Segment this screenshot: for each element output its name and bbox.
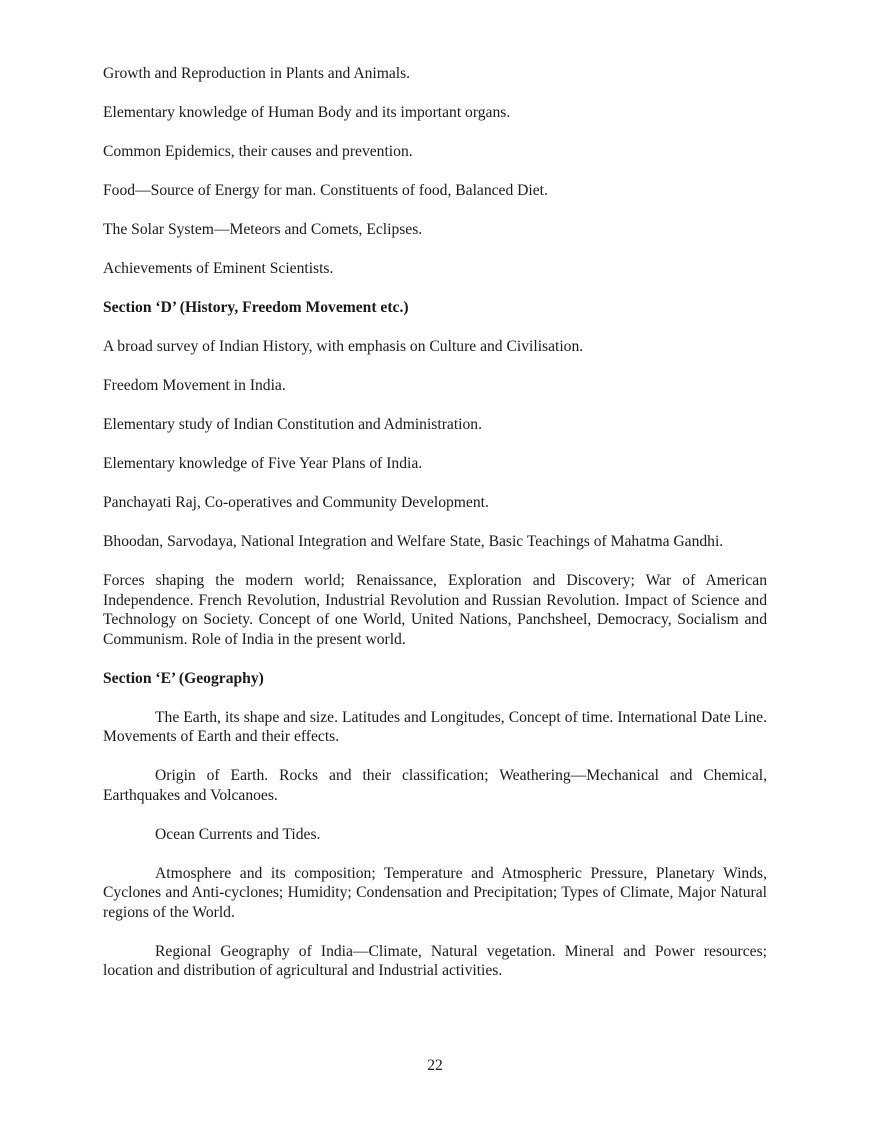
section-d-item: Panchayati Raj, Co-operatives and Community Development. — [103, 494, 489, 511]
section-d-item: Forces shaping the modern world; Renaissance, Exploration and Discovery; War of American Independence. French Revolution, Industrial Revolution and Russian Revolution. Impact of Science and Technology on Society. Concept of one World, United Nations, Panchsheel, Democracy, Socialism and Communism. Role of India in the present world. — [103, 572, 767, 648]
topic-line: Elementary knowledge of Human Body and its important organs. — [103, 104, 511, 121]
topic-line: Growth and Reproduction in Plants and Animals. — [103, 65, 411, 82]
section-d-item: Elementary knowledge of Five Year Plans of India. — [103, 455, 423, 472]
section-e-item: Regional Geography of India—Climate, Natural vegetation. Mineral and Power resources; location and distribution of agricultural and Industrial activities. — [103, 942, 767, 979]
page-body — [103, 64, 767, 1000]
section-d-item: Freedom Movement in India. — [103, 377, 286, 394]
section-e-heading: Section ‘E’ (Geography) — [103, 669, 264, 687]
topic-line: The Solar System—Meteors and Comets, Eclipses. — [103, 221, 423, 238]
topic-line: Food—Source of Energy for man. Constituents of food, Balanced Diet. — [103, 182, 548, 199]
section-e-item: The Earth, its shape and size. Latitudes and Longitudes, Concept of time. International Date Line. Movements of Earth and their effects. — [103, 708, 767, 745]
topic-line: Common Epidemics, their causes and prevention. — [103, 143, 413, 160]
section-d-item: A broad survey of Indian History, with emphasis on Culture and Civilisation. — [103, 338, 584, 355]
page-number: 22 — [427, 1057, 443, 1074]
section-e-item: Atmosphere and its composition; Temperature and Atmospheric Pressure, Planetary Winds, Cyclones and Anti-cyclones; Humidity; Condensation and Precipitation; Types of Climate, Major Natural regions of the World. — [103, 864, 767, 921]
section-d-heading: Section ‘D’ (History, Freedom Movement etc.) — [103, 299, 409, 316]
section-e-item: Ocean Currents and Tides. — [155, 825, 321, 843]
section-d-item: Bhoodan, Sarvodaya, National Integration and Welfare State, Basic Teachings of Mahatma Gandhi. — [103, 533, 724, 550]
section-d-item: Elementary study of Indian Constitution and Administration. — [103, 416, 482, 433]
topic-line: Achievements of Eminent Scientists. — [103, 260, 334, 277]
section-e-item: Origin of Earth. Rocks and their classification; Weathering—Mechanical and Chemical, Earthquakes and Volcanoes. — [103, 767, 767, 804]
